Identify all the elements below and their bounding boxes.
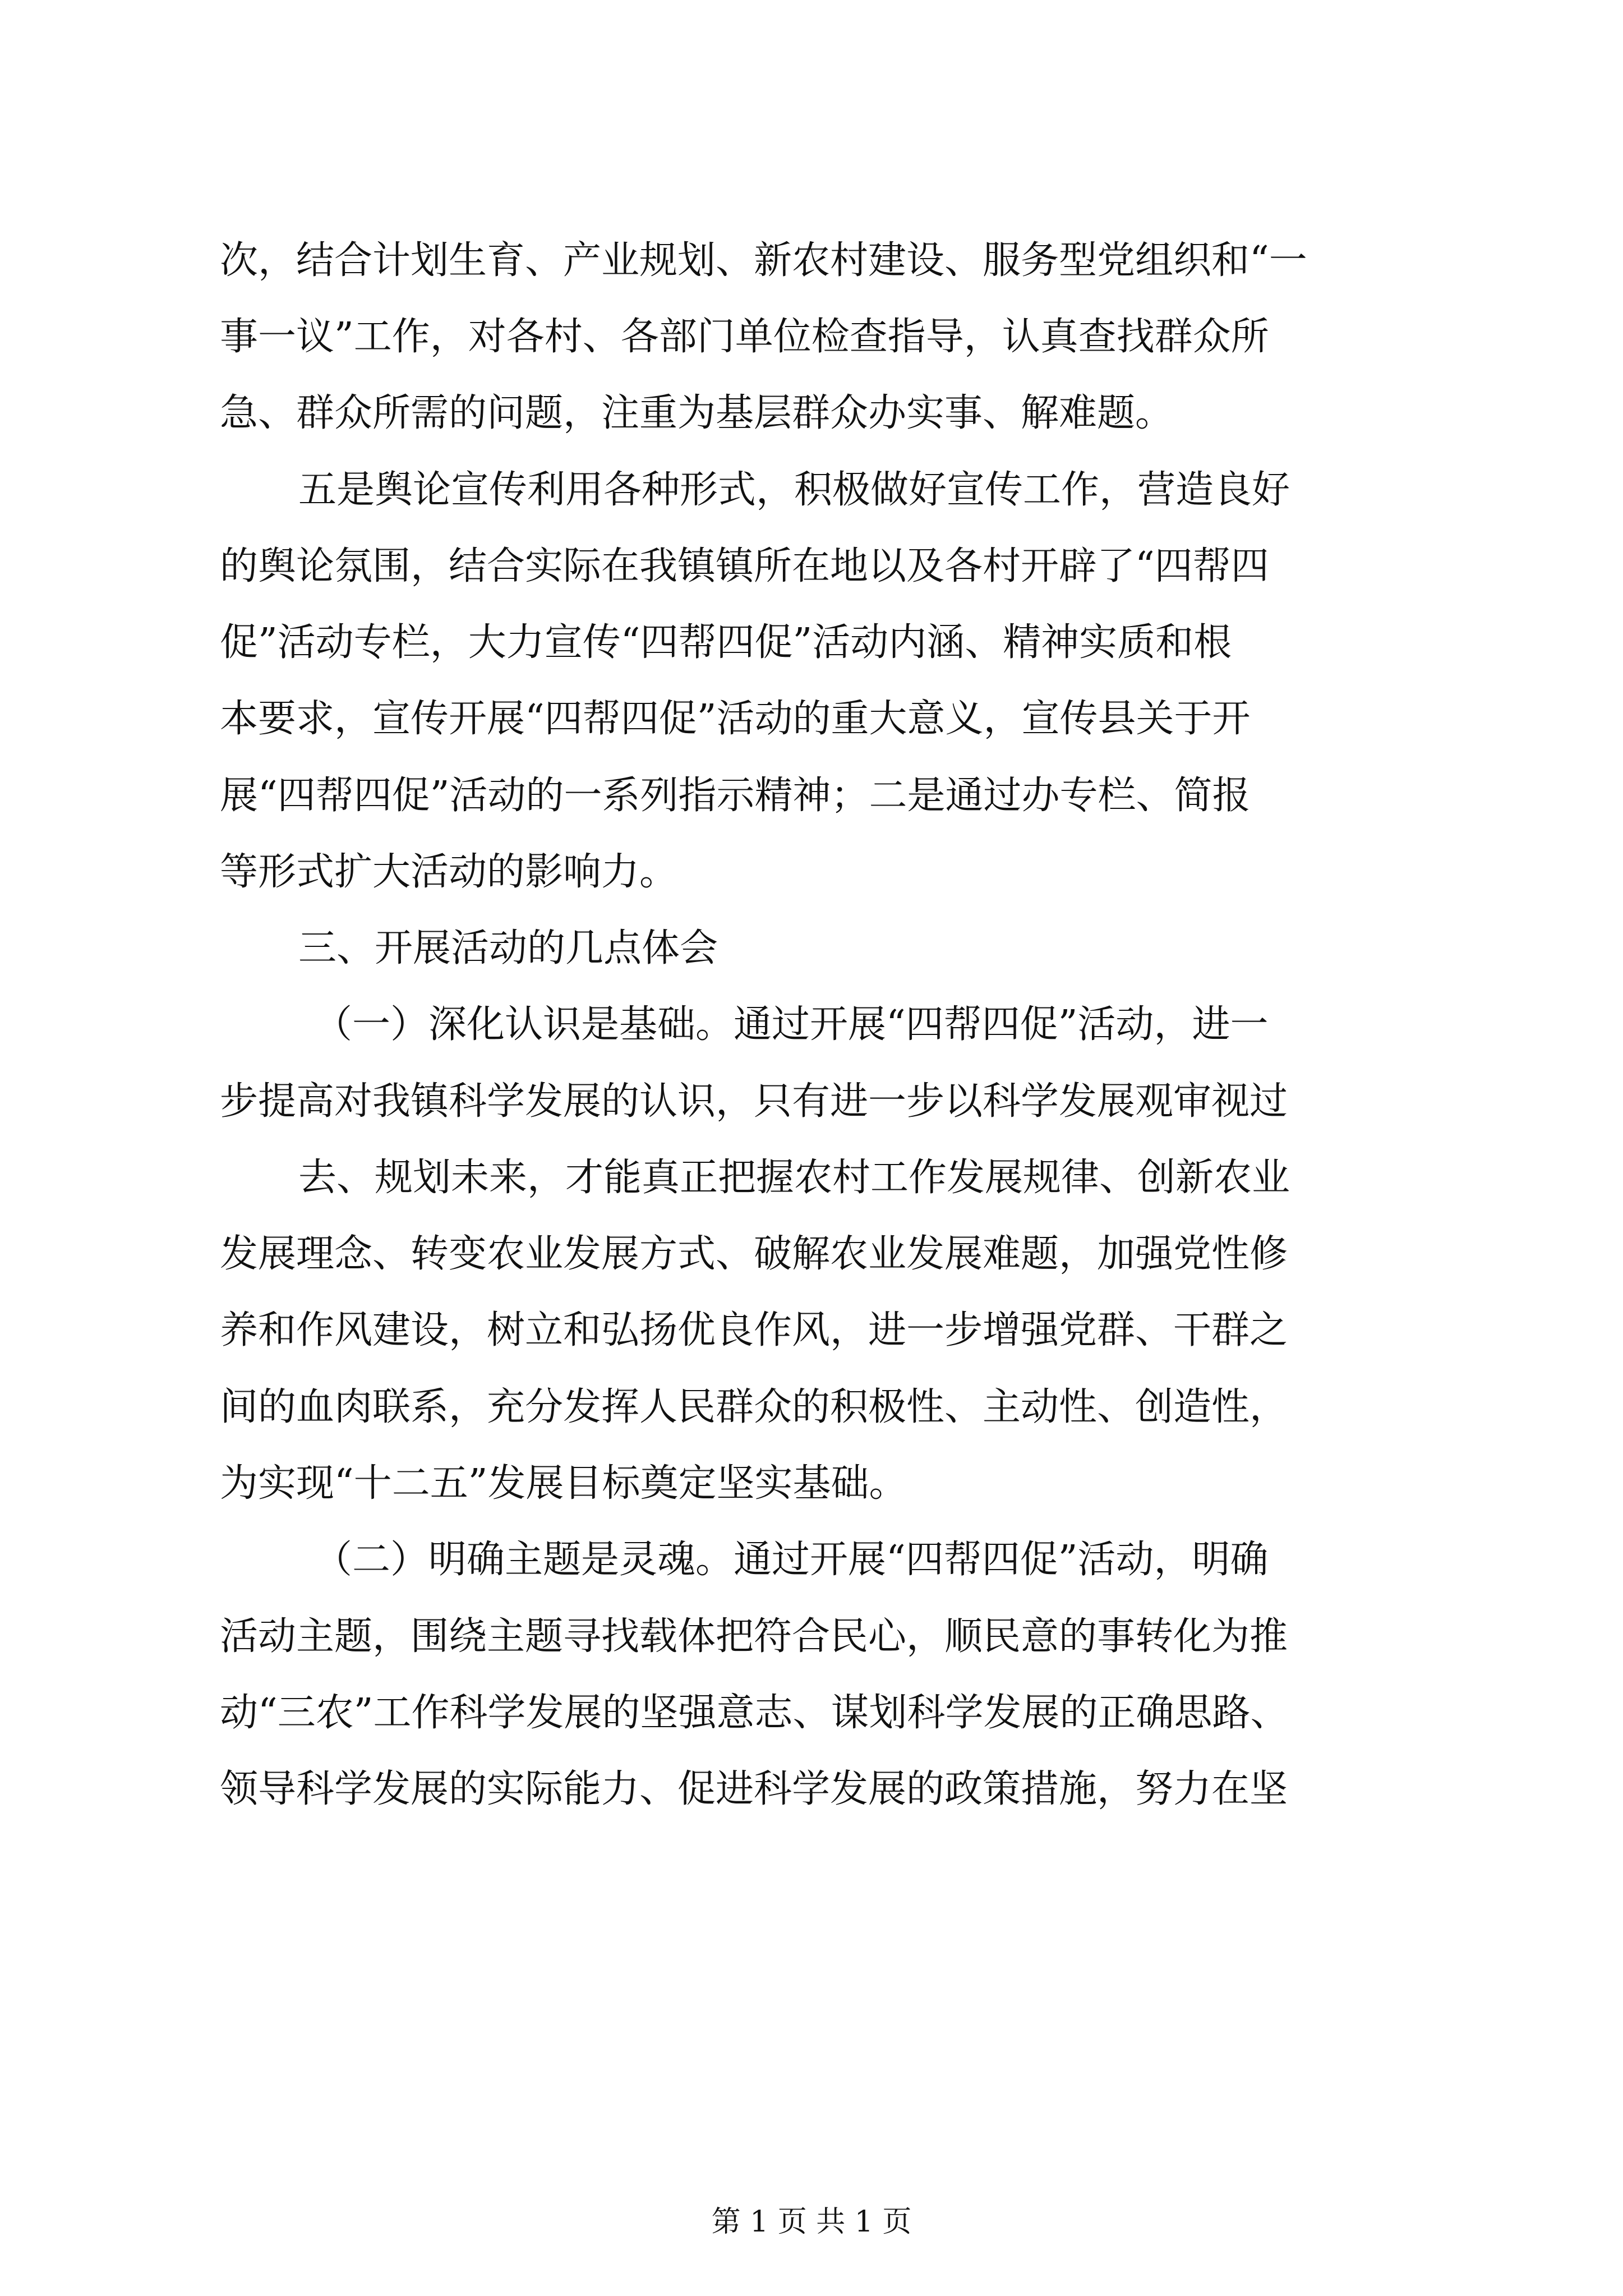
body-line: （一）深化认识是基础。通过开展“四帮四促”活动，进一 [314, 1002, 1269, 1047]
section-heading: 三、开展活动的几点体会 [298, 926, 718, 970]
body-line: 动“三农”工作科学发展的坚强意志、谋划科学发展的正确思路、 [220, 1691, 1289, 1735]
body-line: 等形式扩大活动的影响力。 [220, 850, 678, 894]
body-line: 急、群众所需的问题，注重为基层群众办实事、解难题。 [220, 391, 1174, 435]
body-line: 促”活动专栏，大力宣传“四帮四促”活动内涵、精神实质和根 [220, 620, 1232, 665]
body-line: 发展理念、转变农业发展方式、破解农业发展难题，加强党性修 [220, 1232, 1288, 1276]
body-line: 的舆论氛围，结合实际在我镇镇所在地以及各村开辟了“四帮四 [220, 544, 1269, 588]
body-line: 五是舆论宣传利用各种形式，积极做好宣传工作，营造良好 [298, 468, 1290, 512]
body-line: 去、规划未来，才能真正把握农村工作发展规律、创新农业 [298, 1156, 1290, 1200]
body-line: 本要求，宣传开展“四帮四促”活动的重大意义，宣传县关于开 [220, 697, 1251, 741]
body-line: 步提高对我镇科学发展的认识，只有进一步以科学发展观审视过 [220, 1079, 1288, 1124]
body-line: （二）明确主题是灵魂。通过开展“四帮四促”活动，明确 [314, 1538, 1269, 1582]
body-line: 展“四帮四促”活动的一系列指示精神；二是通过办专栏、简报 [220, 774, 1251, 818]
body-line: 次，结合计划生育、产业规划、新农村建设、服务型党组织和“一 [220, 238, 1307, 283]
body-line: 活动主题，围绕主题寻找载体把符合民心，顺民意的事转化为推 [220, 1614, 1288, 1659]
body-line: 间的血肉联系，充分发挥人民群众的积极性、主动性、创造性， [220, 1385, 1288, 1429]
page-footer: 第 1 页 共 1 页 [711, 2205, 912, 2239]
body-line: 为实现“十二五”发展目标奠定坚实基础。 [220, 1461, 907, 1506]
body-line: 养和作风建设，树立和弘扬优良作风，进一步增强党群、干群之 [220, 1308, 1288, 1352]
body-line: 领导科学发展的实际能力、促进科学发展的政策措施，努力在坚 [220, 1767, 1288, 1811]
body-line: 事一议”工作，对各村、各部门单位检查指导，认真查找群众所 [220, 315, 1269, 359]
